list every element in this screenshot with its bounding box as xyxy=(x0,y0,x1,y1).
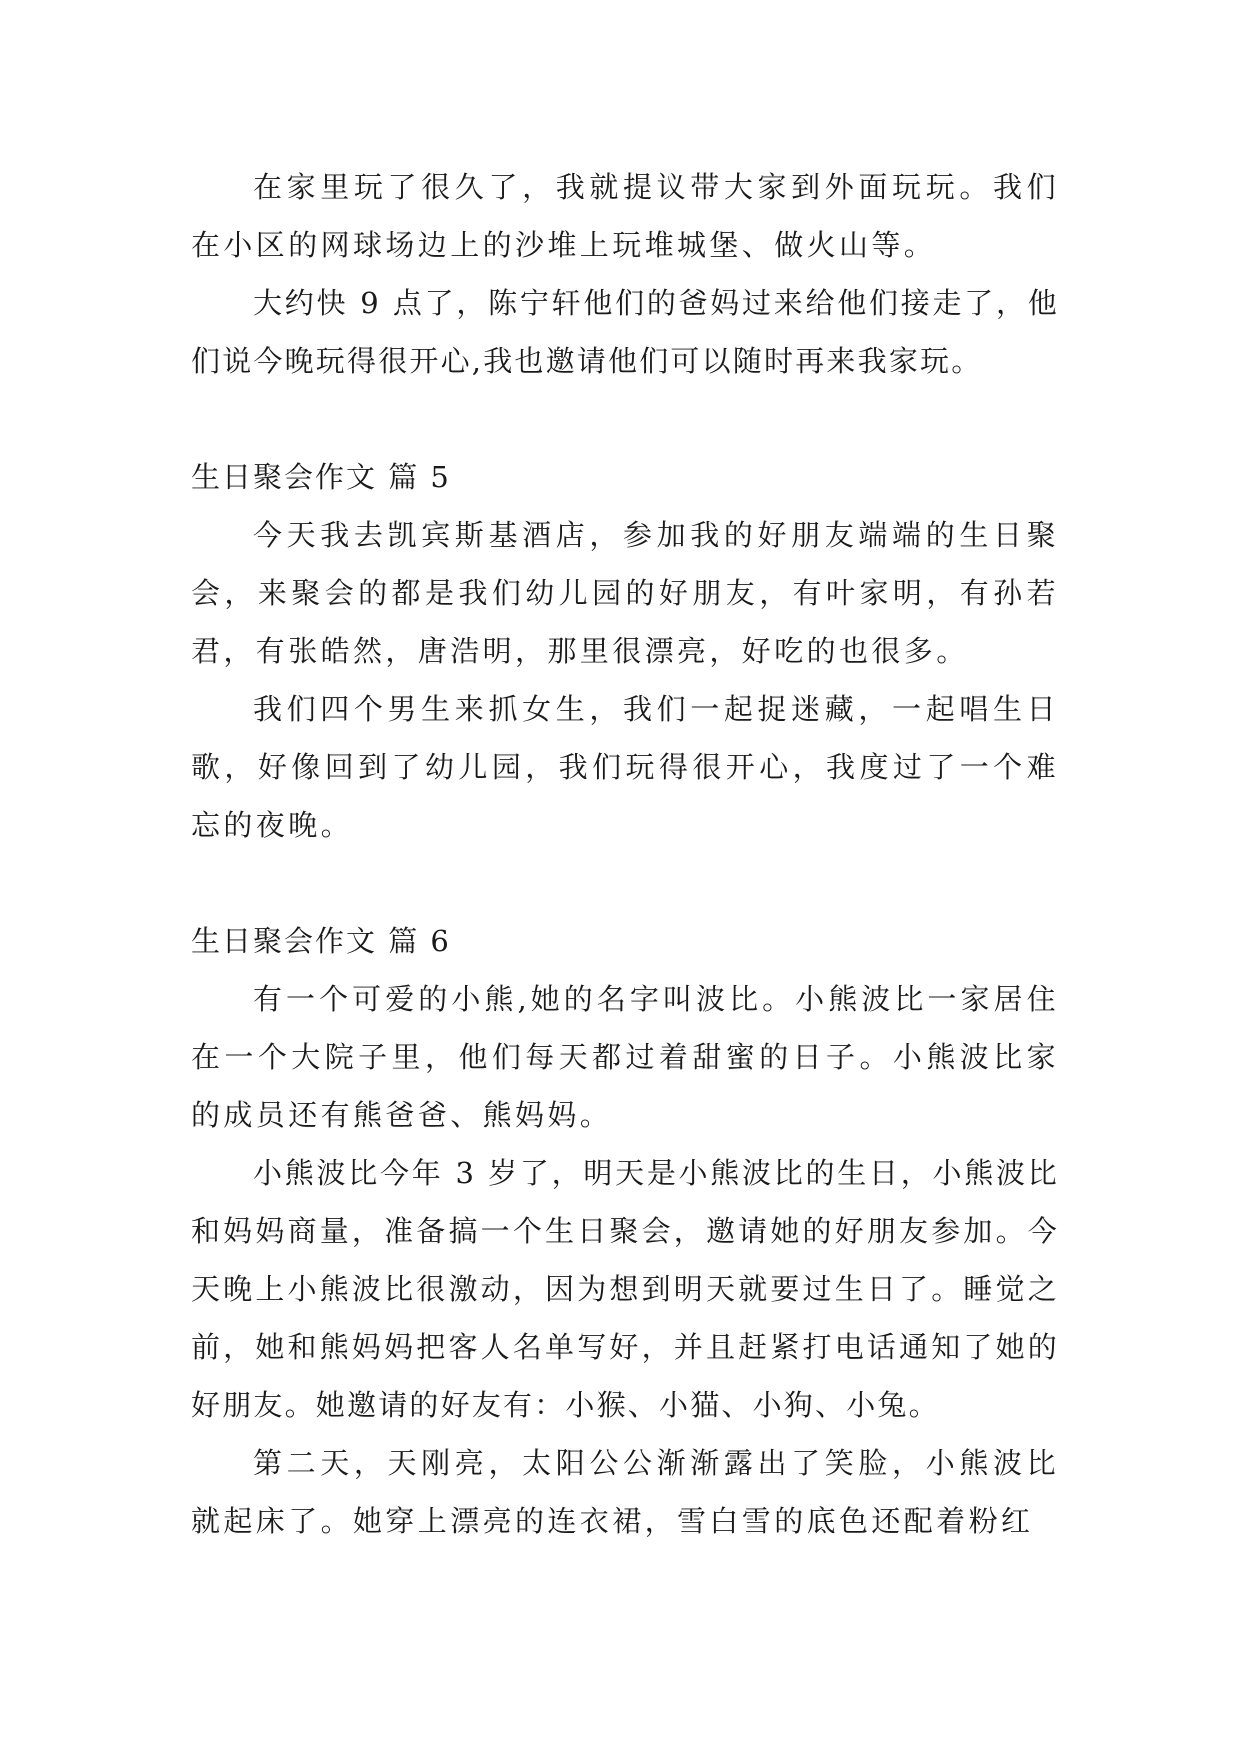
paragraph: 小熊波比今年 3 岁了，明天是小熊波比的生日，小熊波比和妈妈商量，准备搞一个生日聚会，邀请她的好朋友参加。今天晚上小熊波比很激动，因为想到明天就要过生日了。睡觉之前，她和熊妈妈把客人名单写好，并且赶紧打电话通知了她的好朋友。她邀请的好友有：小猴、小猫、小狗、小兔。 xyxy=(191,1156,1059,1422)
paragraph: 我们四个男生来抓女生，我们一起捉迷藏，一起唱生日歌，好像回到了幼儿园，我们玩得很开心，我度过了一个难忘的夜晚。 xyxy=(191,692,1059,842)
paragraph: 大约快 9 点了，陈宁轩他们的爸妈过来给他们接走了，他们说今晚玩得很开心,我也邀请他们可以随时再来我家玩。 xyxy=(191,286,1059,378)
paragraph: 今天我去凯宾斯基酒店，参加我的好朋友端端的生日聚会，来聚会的都是我们幼儿园的好朋友，有叶家明，有孙若君，有张皓然，唐浩明，那里很漂亮，好吃的也很多。 xyxy=(191,518,1059,668)
section-heading: 生日聚会作文 篇 6 xyxy=(191,924,451,958)
paragraph: 第二天，天刚亮，太阳公公渐渐露出了笑脸，小熊波比就起床了。她穿上漂亮的连衣裙，雪白雪的底色还配着粉红 xyxy=(191,1446,1059,1538)
paragraph: 有一个可爱的小熊,她的名字叫波比。小熊波比一家居住在一个大院子里，他们每天都过着甜蜜的日子。小熊波比家的成员还有熊爸爸、熊妈妈。 xyxy=(191,982,1059,1132)
section-spacer xyxy=(191,390,1059,448)
section-heading: 生日聚会作文 篇 5 xyxy=(191,460,451,494)
document-page xyxy=(191,158,1059,1550)
paragraph: 在家里玩了很久了，我就提议带大家到外面玩玩。我们在小区的网球场边上的沙堆上玩堆城堡、做火山等。 xyxy=(191,170,1059,262)
section-spacer xyxy=(191,854,1059,912)
